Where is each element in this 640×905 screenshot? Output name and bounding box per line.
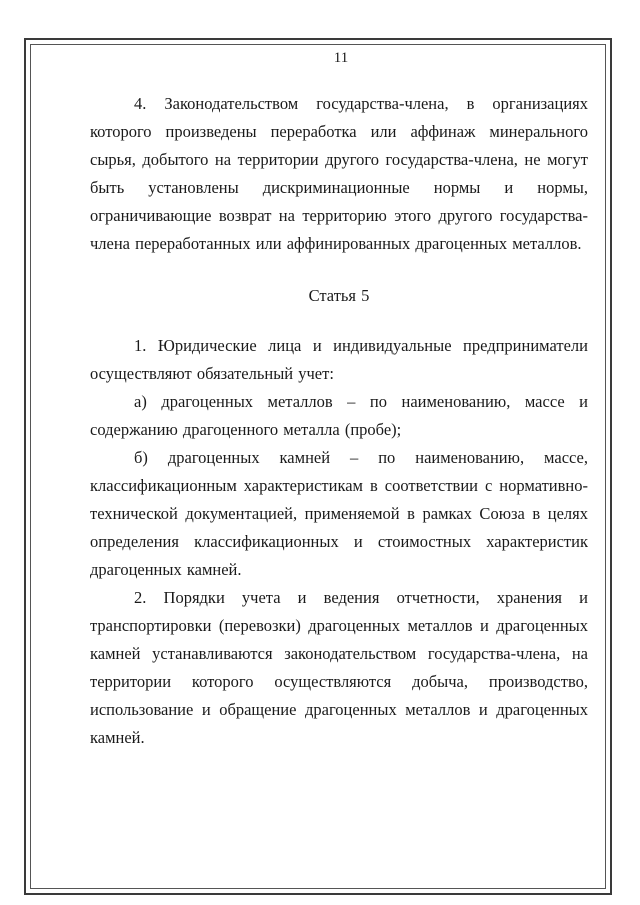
article-heading: Статья 5: [308, 286, 370, 305]
document-body: [90, 48, 588, 752]
page-number: 11: [333, 50, 349, 66]
paragraph-article5-item1-a: а) драгоценных металлов – по наименованию, массе и содержанию драгоценного металла (пробе);: [90, 392, 588, 439]
paragraph-article5-item1: 1. Юридические лица и индивидуальные предприниматели осуществляют обязательный учет:: [90, 336, 588, 383]
paragraph-article5-item1-b: б) драгоценных камней – по наименованию, массе, классификационным характеристикам в соответствии с нормативно-технической документацией, применяемой в рамках Союза в целях определения классификационных и стоимостных характеристик драгоценных камней.: [90, 448, 588, 579]
paragraph-article5-item2: 2. Порядки учета и ведения отчетности, хранения и транспортировки (перевозки) драгоценных металлов и драгоценных камней устанавливаются законодательством государства-члена, на территории которого осуществляются добыча, производство, использование и обращение драгоценных металлов и драгоценных камней.: [90, 588, 588, 747]
paragraph-article4-item4: 4. Законодательством государства-члена, в организациях которого произведены переработка или аффинаж минерального сырья, добытого на территории другого государства-члена, не могут быть установлены дискриминационные нормы и нормы, ограничивающие возврат на территорию этого другого государства-члена переработанных или аффинированных драгоценных металлов.: [90, 94, 588, 253]
